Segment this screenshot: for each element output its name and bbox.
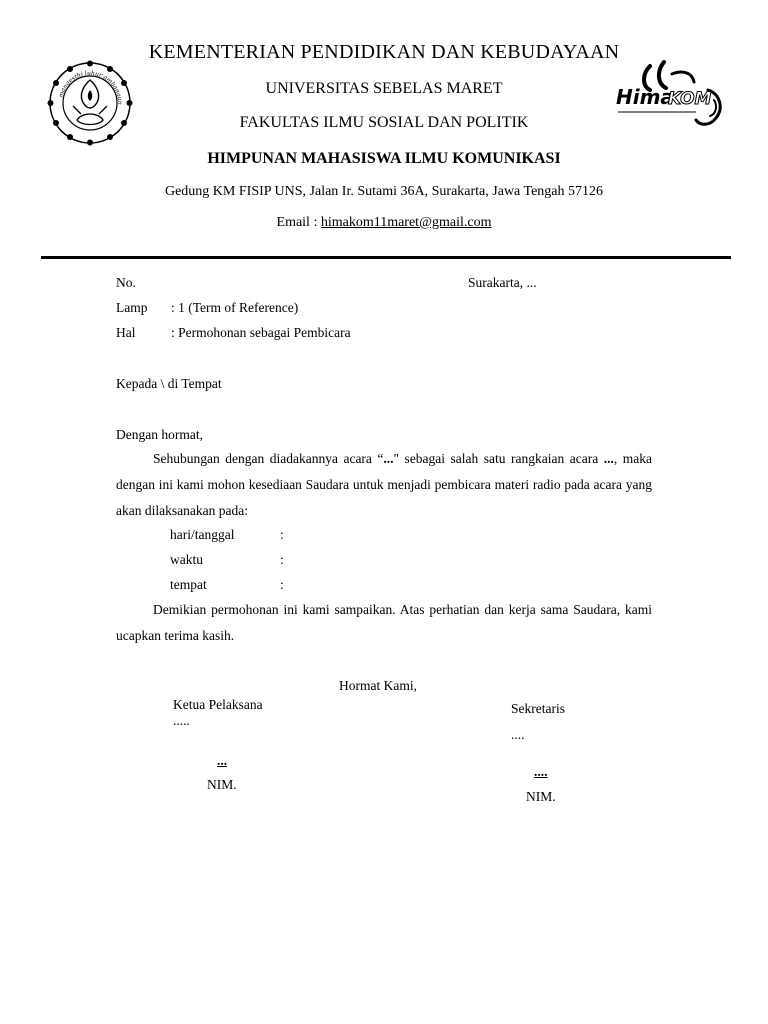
university-seal-logo [47, 60, 133, 146]
right-signer-title: Sekretaris [511, 701, 565, 716]
right-signer-name: .... [534, 764, 548, 779]
detail-label-place: tempat [170, 577, 207, 592]
event-series-placeholder: ... [603, 451, 614, 466]
left-signer-title: Ketua Pelaksana [173, 697, 263, 712]
left-signer-name: ... [217, 753, 228, 768]
svg-text:Hima: Hima [616, 85, 674, 109]
left-signer-dots: ..... [173, 713, 190, 728]
subject-label: Hal [116, 325, 136, 340]
detail-separator: : [280, 577, 284, 592]
svg-text:KOM: KOM [668, 89, 712, 109]
event-name-placeholder: ... [383, 451, 394, 466]
recipient: Kepada \ di Tempat [116, 376, 222, 391]
address-line: Gedung KM FISIP UNS, Jalan Ir. Sutami 36A, Surakarta, Jawa Tengah 57126 [164, 184, 604, 199]
email-line [0, 215, 768, 231]
detail-separator: : [280, 527, 284, 542]
greeting: Dengan hormat, [116, 427, 203, 442]
organization-title: HIMPUNAN MAHASISWA ILMU KOMUNIKASI [207, 150, 561, 167]
attachment-label: Lamp [116, 300, 148, 315]
left-signer-nim: NIM. [207, 777, 237, 792]
right-signer-nim: NIM. [526, 789, 556, 804]
svg-text:mangesthi luhur ambangun nagar: mangesthi luhur ambangun [57, 69, 124, 105]
attachment-value: : 1 (Term of Reference) [171, 300, 299, 315]
body-paragraph [116, 446, 652, 524]
detail-label-date: hari/tanggal [170, 527, 235, 542]
letter-number-label: No. [116, 275, 136, 290]
email-label: Email : [276, 215, 321, 230]
right-signer-dots: .... [511, 727, 525, 742]
letterhead-divider [41, 256, 731, 259]
ministry-title: KEMENTERIAN PENDIDIKAN DAN KEBUDAYAAN [148, 41, 620, 63]
faculty-title: FAKULTAS ILMU SOSIAL DAN POLITIK [239, 114, 529, 131]
paragraph-text: Sehubungan dengan diadakannya acara “ [153, 451, 384, 466]
closing-paragraph: Demikian permohonan ini kami sampaikan. Atas perhatian dan kerja sama Saudara, kami ucapkan terima kasih. [116, 602, 652, 643]
paragraph-text: , maka dengan ini kami mohon kesediaan Saudara untuk menjadi pembicara materi radio pada acara yang akan dilaksanakan pada: [116, 451, 652, 518]
university-title: UNIVERSITAS SEBELAS MARET [265, 80, 503, 97]
subject-value: : Permohonan sebagai Pembicara [171, 325, 351, 340]
detail-separator: : [280, 552, 284, 567]
place-date: Surakarta, ... [468, 275, 537, 290]
email-link[interactable]: himakom11maret@gmail.com [320, 215, 492, 230]
detail-label-time: waktu [170, 552, 203, 567]
paragraph-text: " sebagai salah satu rangkaian acara [393, 451, 604, 466]
regards: Hormat Kami, [339, 678, 417, 693]
